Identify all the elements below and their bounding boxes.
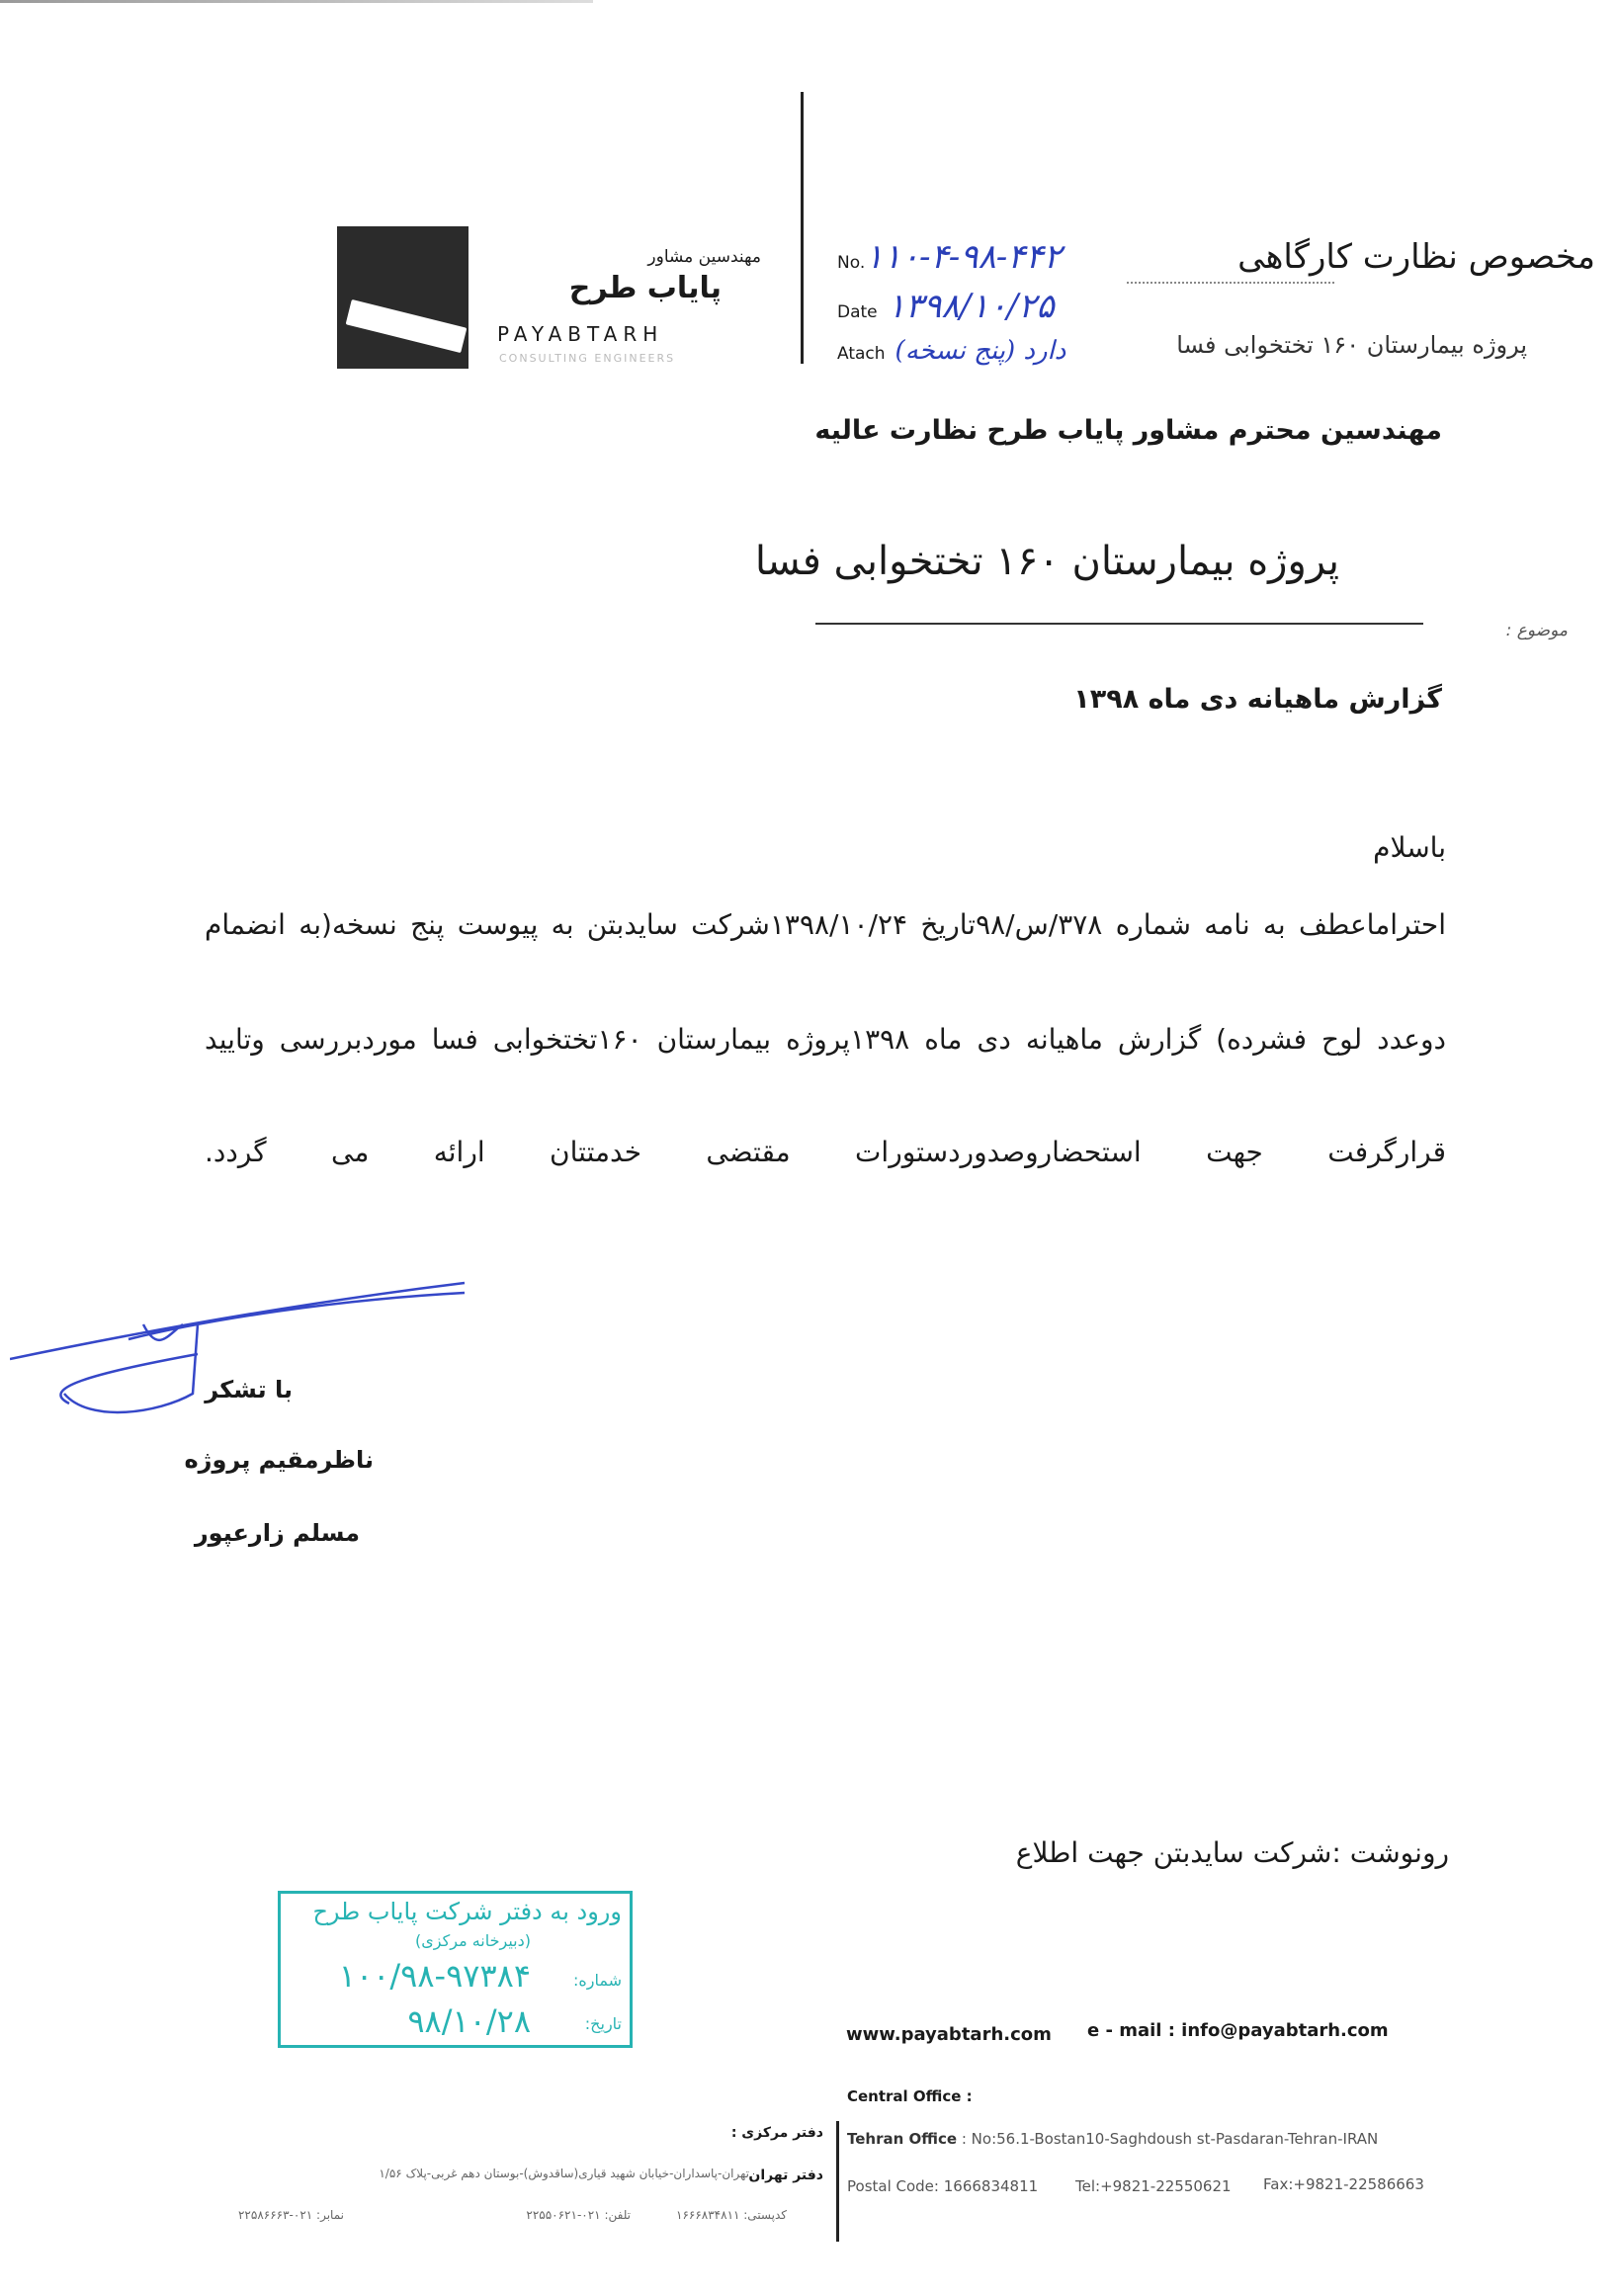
logo-fa-name: پایاب طرح: [568, 271, 722, 305]
logo-en-name: PAYABTARH: [497, 322, 664, 346]
footer-fa-tehran: دفتر تهران: [748, 2168, 823, 2183]
website-link[interactable]: www.payabtarh.com: [846, 2024, 1052, 2045]
footer-divider: [836, 2121, 839, 2242]
signer-title: ناظرمقیم پروژه: [184, 1446, 374, 1474]
margin-note: موضوع :: [1505, 621, 1568, 640]
footer-tehran-office: Tehran Office : No:56.1-Bostan10-Saghdoush st-Pasdaran-Tehran-IRAN: [847, 2130, 1379, 2148]
receipt-stamp: [278, 1891, 633, 2048]
stamp-number-value: ۱۰۰/۹۸-۹۷۳۸۴: [338, 1957, 531, 1995]
header-project: پروژه بیمارستان ۱۶۰ تختخوابی فسا: [1176, 331, 1527, 359]
stamp-date-value: ۹۸/۱۰/۲۸: [407, 2002, 531, 2040]
footer-fa-address: تهران-پاسداران-خیابان شهید قیاری(ساقدوش)-بوستان دهم غربی-پلاک ۱/۵۶: [379, 2167, 749, 2180]
body-line-1: احتراماعطف به نامه شماره ۳۷۸/س/۹۸تاریخ ۱۳۹۸/۱۰/۲۴شرکت سایدبتن به پیوست پنج نسخه(به انضمام: [205, 908, 1446, 941]
footer-central-office: Central Office :: [847, 2087, 973, 2105]
footer-postal-code: Postal Code: 1666834811: [847, 2177, 1039, 2195]
project-underline: [815, 623, 1423, 625]
form-title-line: [1127, 282, 1334, 284]
subject: گزارش ماهیانه دی ماه ۱۳۹۸: [1073, 684, 1442, 715]
footer-fa-postal: کدپستی: ۱۶۶۶۸۳۴۸۱۱: [676, 2208, 787, 2222]
footer-fa-tel: تلفن: ۰۲۱-۲۲۵۵۰۶۲۱: [526, 2208, 631, 2222]
form-title: مخصوص نظارت کارگاهی: [1237, 237, 1595, 277]
header-divider: [801, 92, 804, 364]
cc-line: رونوشت :شرکت سایدبتن جهت اطلاع: [1015, 1836, 1449, 1869]
footer-fax: Fax:+9821-22586663: [1263, 2175, 1424, 2193]
project-title: پروژه بیمارستان ۱۶۰ تختخوابی فسا: [754, 539, 1339, 584]
footer-fa-central: دفتر مرکزی :: [730, 2125, 823, 2141]
closing: با تشکر: [205, 1376, 293, 1403]
signer-name: مسلم زارعپور: [194, 1519, 360, 1547]
body-line-3: قرارگرفت جهت استحضاروصدوردستورات مقتضی خدمتتان ارائه می گردد.: [205, 1136, 1446, 1168]
stamp-title: ورود به دفتر شرکت پایاب طرح: [312, 1898, 622, 1925]
letter-date-field: Date ۱۳۹۸/۱۰/۲۵: [837, 287, 1055, 326]
company-logo: [337, 226, 469, 369]
letter-attach-field: Atach دارد (پنج نسخه): [837, 336, 1066, 366]
greeting: باسلام: [1373, 831, 1446, 864]
logo-en-subtitle: CONSULTING ENGINEERS: [499, 352, 676, 365]
letter-number-field: No.۱۱۰-۴-۹۸-۴۴۲: [837, 237, 1063, 277]
stamp-number-label: شماره:: [572, 1971, 622, 1990]
footer-fa-fax: نمابر: ۰۲۱-۲۲۵۸۶۶۶۳: [237, 2208, 344, 2222]
stamp-date-label: تاریخ:: [584, 2014, 622, 2033]
stamp-subtitle: (دبیرخانه مرکزی): [415, 1931, 531, 1950]
body-line-2: دوعدد لوح فشرده) گزارش ماهیانه دی ماه ۱۳۹۸پروژه بیمارستان ۱۶۰تختخوابی فسا موردبررسی وتایید: [205, 1023, 1446, 1056]
scan-edge: [0, 0, 593, 3]
logo-fa-subtitle: مهندسین مشاور: [647, 247, 761, 267]
signature-scribble: [10, 1265, 474, 1443]
footer-tel: Tel:+9821-22550621: [1075, 2177, 1232, 2195]
email-link[interactable]: e - mail : info@payabtarh.com: [1087, 2020, 1389, 2041]
recipient: مهندسین محترم مشاور پایاب طرح نظارت عالیه: [814, 415, 1442, 446]
